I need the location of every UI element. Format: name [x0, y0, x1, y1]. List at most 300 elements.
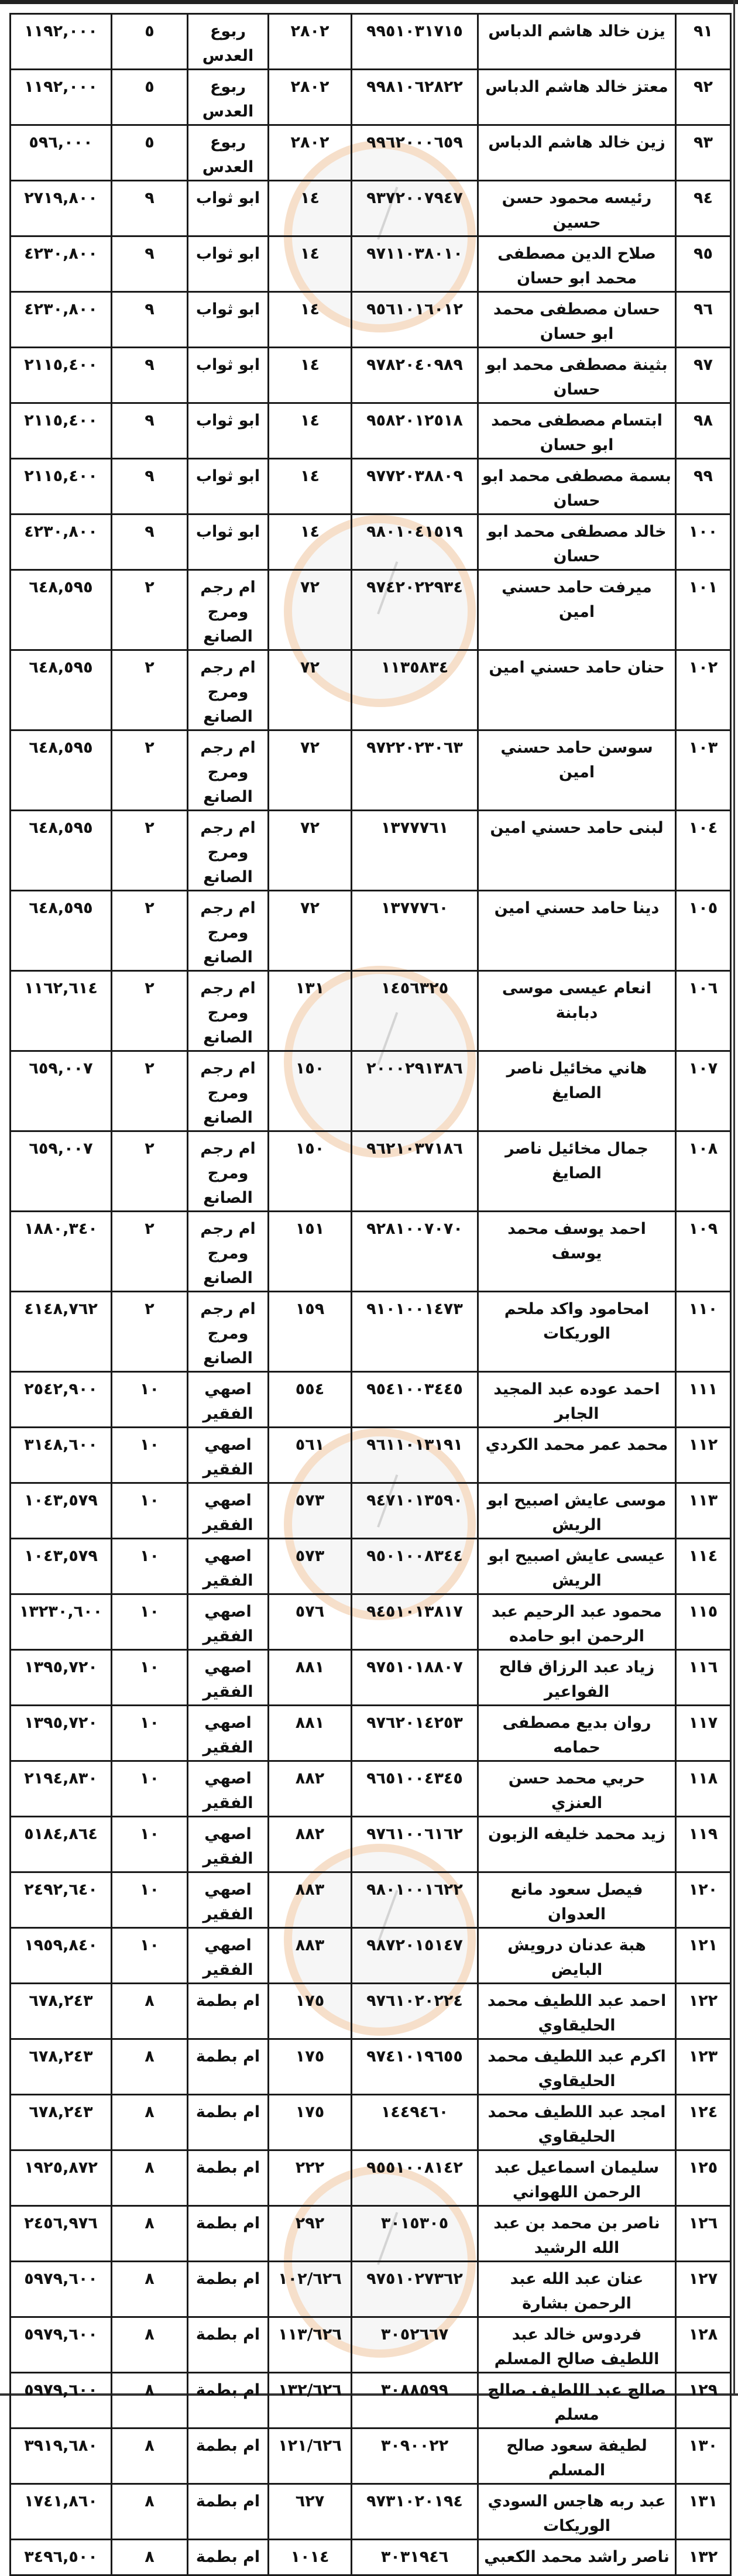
cell-plot: ١٥٩: [269, 1292, 352, 1372]
cell-area: اصهي الفقير: [188, 1650, 269, 1706]
cell-nid: ١٣٧٧٧٦٠: [352, 891, 478, 971]
cell-plot: ٧٢: [269, 570, 352, 650]
table-row: [11, 514, 731, 570]
cell-area: ام بطمة: [188, 2039, 269, 2095]
cell-area: ام بطمة: [188, 2095, 269, 2150]
cell-nid: ١١٣٥٨٣٤: [352, 650, 478, 730]
cell-amount: ١٨٨٠,٣٤٠: [11, 1212, 112, 1292]
cell-nid: ٢٠٠٠٢٩١٣٨٦: [352, 1051, 478, 1131]
cell-area: ام رجم ومرج الصانع: [188, 1292, 269, 1372]
cell-name: فيصل سعود مانع العدوان: [478, 1872, 676, 1928]
cell-plot: ٥٧٣: [269, 1483, 352, 1539]
cell-basin: ٨: [112, 2206, 188, 2262]
cell-basin: ١٠: [112, 1428, 188, 1483]
cell-amount: ١٣٢٣٠,٦٠٠: [11, 1594, 112, 1650]
cell-basin: ٨: [112, 2540, 188, 2575]
table-row: [11, 570, 731, 650]
cell-plot: ١٧٥: [269, 2039, 352, 2095]
cell-nid: ٩٩٥١٠٣١٧١٥: [352, 14, 478, 70]
table-row: [11, 403, 731, 459]
cell-num: ١٢٥: [676, 2150, 731, 2206]
table-row: [11, 1292, 731, 1372]
table-row: [11, 1483, 731, 1539]
cell-name: حربي محمد حسن العنزي: [478, 1761, 676, 1817]
cell-basin: ٢: [112, 971, 188, 1051]
cell-name: عيسى عايش اصبيح ابو الريش: [478, 1539, 676, 1594]
cell-amount: ٥١٨٤,٨٦٤: [11, 1817, 112, 1872]
cell-amount: ٦٤٨,٥٩٥: [11, 570, 112, 650]
table-row: [11, 2150, 731, 2206]
cell-basin: ٢: [112, 811, 188, 891]
cell-nid: ٩٤٧١٠١٣٥٩٠: [352, 1483, 478, 1539]
cell-basin: ١٠: [112, 1594, 188, 1650]
table-row: [11, 1706, 731, 1761]
cell-name: ناصر راشد محمد الكعبي: [478, 2540, 676, 2575]
cell-basin: ٨: [112, 2095, 188, 2150]
table-row: [11, 292, 731, 348]
table-row: [11, 1872, 731, 1928]
cell-amount: ٤٢٣٠,٨٠٠: [11, 236, 112, 292]
cell-amount: ٥٩٧٩,٦٠٠: [11, 2262, 112, 2317]
cell-area: اصهي الفقير: [188, 1539, 269, 1594]
cell-num: ١١٣: [676, 1483, 731, 1539]
cell-num: ٩٣: [676, 125, 731, 181]
cell-nid: ٩٧٤٢٠٢٢٩٣٤: [352, 570, 478, 650]
cell-num: ٩٢: [676, 70, 731, 125]
table-row: [11, 14, 731, 70]
cell-num: ١٣٢: [676, 2540, 731, 2575]
table-row: [11, 181, 731, 236]
table-row: [11, 125, 731, 181]
cell-amount: ١١٩٢,٠٠٠: [11, 14, 112, 70]
cell-nid: ٩٩٦٢٠٠٠٦٥٩: [352, 125, 478, 181]
cell-num: ١١٠: [676, 1292, 731, 1372]
cell-plot: ٧٢: [269, 650, 352, 730]
cell-plot: ٨٨٢: [269, 1761, 352, 1817]
cell-amount: ٢١١٥,٤٠٠: [11, 403, 112, 459]
cell-name: محمود عبد الرحيم عبد الرحمن ابو حامده: [478, 1594, 676, 1650]
cell-amount: ٢٤٥٦,٩٧٦: [11, 2206, 112, 2262]
cell-amount: ٦٤٨,٥٩٥: [11, 811, 112, 891]
cell-nid: ٩٧٤١٠١٩٦٥٥: [352, 2039, 478, 2095]
cell-num: ١٠٦: [676, 971, 731, 1051]
cell-amount: ١٩٢٥,٨٧٢: [11, 2150, 112, 2206]
cell-area: اصهي الفقير: [188, 1706, 269, 1761]
cell-plot: ٢٩٢: [269, 2206, 352, 2262]
cell-plot: ١٤: [269, 459, 352, 514]
cell-basin: ٨: [112, 2428, 188, 2484]
cell-name: موسى عايش اصبيح ابو الريش: [478, 1483, 676, 1539]
cell-amount: ٦٤٨,٥٩٥: [11, 891, 112, 971]
table-row: [11, 1650, 731, 1706]
cell-name: اكرم عبد اللطيف محمد الحليقاوي: [478, 2039, 676, 2095]
cell-name: فردوس خالد عبد اللطيف صالح المسلم: [478, 2317, 676, 2373]
cell-nid: ٩٧٦١٠٠٦١٦٢: [352, 1817, 478, 1872]
cell-nid: ٩٨٧٢٠١٥١٤٧: [352, 1928, 478, 1984]
cell-amount: ١٠٤٣,٥٧٩: [11, 1483, 112, 1539]
cell-plot: ٨٨٣: [269, 1872, 352, 1928]
cell-nid: ٩٣٧٢٠٠٧٩٤٧: [352, 181, 478, 236]
cell-area: ام بطمة: [188, 2262, 269, 2317]
cell-num: ٩٧: [676, 348, 731, 403]
cell-num: ١١٧: [676, 1706, 731, 1761]
cell-nid: ٩١٠١٠٠١٤٧٣: [352, 1292, 478, 1372]
cell-basin: ١٠: [112, 1761, 188, 1817]
cell-basin: ٩: [112, 181, 188, 236]
cell-basin: ١٠: [112, 1483, 188, 1539]
cell-name: امجد عبد اللطيف محمد الحليقاوي: [478, 2095, 676, 2150]
table-row: [11, 1984, 731, 2039]
cell-nid: ٩٨٠١٠٤١٥١٩: [352, 514, 478, 570]
cell-name: زيد محمد خليفه الزبون: [478, 1817, 676, 1872]
compensation-table: [9, 13, 732, 2576]
cell-area: ام بطمة: [188, 2540, 269, 2575]
cell-amount: ٢١٩٤,٨٣٠: [11, 1761, 112, 1817]
cell-plot: ٢٨٠٢: [269, 14, 352, 70]
cell-nid: ٩٧٨٢٠٤٠٩٨٩: [352, 348, 478, 403]
cell-nid: ٩٥٦١٠١٦٠١٢: [352, 292, 478, 348]
cell-nid: ٩٧٥١٠٢٧٣٦٢: [352, 2262, 478, 2317]
cell-num: ١١٤: [676, 1539, 731, 1594]
cell-num: ١٠٧: [676, 1051, 731, 1131]
cell-area: ابو ثواب: [188, 348, 269, 403]
cell-nid: ٩٦٥١٠٠٤٣٤٥: [352, 1761, 478, 1817]
cell-area: اصهي الفقير: [188, 1428, 269, 1483]
cell-num: ١٢٣: [676, 2039, 731, 2095]
cell-basin: ٩: [112, 236, 188, 292]
cell-name: بثينة مصطفى محمد ابو حسان: [478, 348, 676, 403]
cell-area: ام بطمة: [188, 2317, 269, 2373]
cell-name: عنان عبد الله عبد الرحمن بشارة: [478, 2262, 676, 2317]
cell-plot: ١٢١/٦٢٦: [269, 2428, 352, 2484]
cell-name: عبد ربه هاجس السودي الوريكات: [478, 2484, 676, 2540]
cell-plot: ٧٢: [269, 811, 352, 891]
cell-name: احمد عوده عبد المجيد الجابر: [478, 1372, 676, 1428]
cell-basin: ٥: [112, 125, 188, 181]
cell-num: ١١٨: [676, 1761, 731, 1817]
cell-basin: ١٠: [112, 1872, 188, 1928]
cell-num: ١٢٧: [676, 2262, 731, 2317]
cell-basin: ٢: [112, 891, 188, 971]
cell-nid: ٩٢٨١٠٠٧٠٧٠: [352, 1212, 478, 1292]
cell-amount: ١٣٩٥,٧٢٠: [11, 1650, 112, 1706]
cell-num: ١٠٣: [676, 730, 731, 811]
table-row: [11, 1212, 731, 1292]
cell-plot: ٥٥٤: [269, 1372, 352, 1428]
cell-basin: ٨: [112, 2484, 188, 2540]
cell-plot: ١٧٥: [269, 2095, 352, 2150]
table-row: [11, 2206, 731, 2262]
cell-area: اصهي الفقير: [188, 1761, 269, 1817]
cell-nid: ٩٤٥١٠١٣٨١٧: [352, 1594, 478, 1650]
cell-basin: ١٠: [112, 1928, 188, 1984]
cell-plot: ٧٢: [269, 730, 352, 811]
table-row: [11, 811, 731, 891]
table-row: [11, 2373, 731, 2428]
cell-area: ام بطمة: [188, 2484, 269, 2540]
table-row: [11, 971, 731, 1051]
cell-num: ١٢٨: [676, 2317, 731, 2373]
cell-area: اصهي الفقير: [188, 1872, 269, 1928]
cell-amount: ١٣٩٥,٧٢٠: [11, 1706, 112, 1761]
cell-nid: ٩٦٢١٠٣٧١٨٦: [352, 1131, 478, 1212]
cell-basin: ٨: [112, 2039, 188, 2095]
cell-area: ام رجم ومرج الصانع: [188, 1212, 269, 1292]
cell-area: ربوع العدس: [188, 14, 269, 70]
cell-nid: ٩٦١١٠١٣١٩١: [352, 1428, 478, 1483]
table-row: [11, 236, 731, 292]
cell-area: اصهي الفقير: [188, 1928, 269, 1984]
cell-plot: ١٤: [269, 348, 352, 403]
cell-amount: ٦٤٨,٥٩٥: [11, 730, 112, 811]
cell-name: حسان مصطفى محمد ابو حسان: [478, 292, 676, 348]
cell-num: ٩٩: [676, 459, 731, 514]
cell-num: ١١٩: [676, 1817, 731, 1872]
cell-nid: ٣٠٣١٩٤٦: [352, 2540, 478, 2575]
cell-amount: ٢٤٩٢,٦٤٠: [11, 1872, 112, 1928]
cell-basin: ٢: [112, 730, 188, 811]
cell-area: ام رجم ومرج الصانع: [188, 570, 269, 650]
cell-plot: ١٤: [269, 292, 352, 348]
cell-name: سليمان اسماعيل عبد الرحمن اللهواني: [478, 2150, 676, 2206]
cell-name: دينا حامد حسني امين: [478, 891, 676, 971]
cell-amount: ١٧٤١,٨٦٠: [11, 2484, 112, 2540]
cell-area: ام رجم ومرج الصانع: [188, 891, 269, 971]
cell-plot: ٨٨١: [269, 1706, 352, 1761]
cell-name: رئيسه محمود حسن حسين: [478, 181, 676, 236]
cell-area: ام بطمة: [188, 2150, 269, 2206]
cell-basin: ٨: [112, 1984, 188, 2039]
table-row: [11, 891, 731, 971]
cell-name: زياد عبد الرزاق فالح الفواعير: [478, 1650, 676, 1706]
cell-basin: ٩: [112, 292, 188, 348]
cell-basin: ١٠: [112, 1817, 188, 1872]
cell-basin: ٨: [112, 2262, 188, 2317]
table-row: [11, 459, 731, 514]
cell-name: محمد عمر محمد الكردي: [478, 1428, 676, 1483]
cell-plot: ١٣٢/٦٢٦: [269, 2373, 352, 2428]
cell-name: يزن خالد هاشم الدباس: [478, 14, 676, 70]
cell-name: هاني مخائيل ناصر الصايغ: [478, 1051, 676, 1131]
cell-name: لطيفة سعود صالح المسلم: [478, 2428, 676, 2484]
cell-num: ١٣١: [676, 2484, 731, 2540]
cell-name: زين خالد هاشم الدباس: [478, 125, 676, 181]
cell-plot: ٢٨٠٢: [269, 70, 352, 125]
cell-amount: ٢١١٥,٤٠٠: [11, 459, 112, 514]
cell-nid: ٩٧١١٠٣٨٠١٠: [352, 236, 478, 292]
cell-area: ام رجم ومرج الصانع: [188, 650, 269, 730]
cell-name: امحامود واكد ملحم الوريكات: [478, 1292, 676, 1372]
cell-area: ابو ثواب: [188, 236, 269, 292]
cell-name: صلاح الدين مصطفى محمد ابو حسان: [478, 236, 676, 292]
cell-amount: ٦٧٨,٢٤٣: [11, 1984, 112, 2039]
cell-num: ١٠٠: [676, 514, 731, 570]
cell-area: ابو ثواب: [188, 459, 269, 514]
cell-area: ابو ثواب: [188, 403, 269, 459]
cell-name: ناصر بن محمد بن عبد الله الرشيد: [478, 2206, 676, 2262]
cell-amount: ١٩٥٩,٨٤٠: [11, 1928, 112, 1984]
cell-plot: ١٥٠: [269, 1051, 352, 1131]
cell-area: ابو ثواب: [188, 292, 269, 348]
table-row: [11, 1594, 731, 1650]
cell-amount: ٤١٤٨,٧٦٢: [11, 1292, 112, 1372]
cell-plot: ٨٨١: [269, 1650, 352, 1706]
cell-basin: ٩: [112, 459, 188, 514]
table-row: [11, 1428, 731, 1483]
cell-name: انعام عيسى موسى دبابنة: [478, 971, 676, 1051]
cell-amount: ٦٥٩,٠٠٧: [11, 1131, 112, 1212]
cell-name: هبة عدنان درويش البايض: [478, 1928, 676, 1984]
cell-num: ١٠٩: [676, 1212, 731, 1292]
cell-nid: ٣٠٥٢٦٦٧: [352, 2317, 478, 2373]
cell-nid: ٩٨٠١٠٠١٦٢٢: [352, 1872, 478, 1928]
table-row: [11, 348, 731, 403]
cell-nid: ٩٥٤١٠٠٣٤٤٥: [352, 1372, 478, 1428]
table-row: [11, 730, 731, 811]
table-row: [11, 70, 731, 125]
cell-nid: ٩٥٨٢٠١٢٥١٨: [352, 403, 478, 459]
cell-num: ٩٥: [676, 236, 731, 292]
cell-plot: ١٤: [269, 514, 352, 570]
cell-num: ٩٨: [676, 403, 731, 459]
cell-num: ١٢٠: [676, 1872, 731, 1928]
cell-plot: ٥٧٦: [269, 1594, 352, 1650]
cell-plot: ٦٢٧: [269, 2484, 352, 2540]
cell-area: اصهي الفقير: [188, 1594, 269, 1650]
cell-area: ام رجم ومرج الصانع: [188, 1051, 269, 1131]
cell-basin: ١٠: [112, 1650, 188, 1706]
cell-num: ١٢١: [676, 1928, 731, 1984]
cell-plot: ١٤: [269, 403, 352, 459]
cell-amount: ٣١٤٨,٦٠٠: [11, 1428, 112, 1483]
cell-area: اصهي الفقير: [188, 1372, 269, 1428]
cell-basin: ٨: [112, 2317, 188, 2373]
cell-plot: ١١٣/٦٢٦: [269, 2317, 352, 2373]
cell-plot: ١٥٠: [269, 1131, 352, 1212]
cell-basin: ٢: [112, 650, 188, 730]
cell-num: ٩٤: [676, 181, 731, 236]
cell-amount: ٦٥٩,٠٠٧: [11, 1051, 112, 1131]
cell-area: ربوع العدس: [188, 125, 269, 181]
cell-num: ١١٦: [676, 1650, 731, 1706]
table-body: [11, 14, 731, 2575]
cell-amount: ٥٩٧٩,٦٠٠: [11, 2317, 112, 2373]
cell-name: سوسن حامد حسني امين: [478, 730, 676, 811]
cell-num: ١٠٢: [676, 650, 731, 730]
cell-plot: ١٠٢/٦٢٦: [269, 2262, 352, 2317]
cell-plot: ٧٢: [269, 891, 352, 971]
cell-area: ام بطمة: [188, 2373, 269, 2428]
cell-basin: ١٠: [112, 1539, 188, 1594]
cell-name: احمد يوسف محمد يوسف: [478, 1212, 676, 1292]
table-row: [11, 2262, 731, 2317]
cell-name: احمد عبد اللطيف محمد الحليقاوي: [478, 1984, 676, 2039]
cell-num: ٩١: [676, 14, 731, 70]
cell-name: بسمة مصطفى محمد ابو حسان: [478, 459, 676, 514]
cell-area: ام رجم ومرج الصانع: [188, 811, 269, 891]
cell-plot: ١٤: [269, 236, 352, 292]
table-row: [11, 650, 731, 730]
cell-name: حنان حامد حسني امين: [478, 650, 676, 730]
table-row: [11, 2095, 731, 2150]
cell-name: جمال مخائيل ناصر الصايغ: [478, 1131, 676, 1212]
cell-amount: ٣٤٩٦,٥٠٠: [11, 2540, 112, 2575]
cell-area: ابو ثواب: [188, 514, 269, 570]
cell-num: ١٢٩: [676, 2373, 731, 2428]
cell-nid: ٣٠٨٨٥٩٩: [352, 2373, 478, 2428]
cell-area: ام بطمة: [188, 1984, 269, 2039]
cell-basin: ٢: [112, 570, 188, 650]
table-row: [11, 1131, 731, 1212]
cell-num: ١٠١: [676, 570, 731, 650]
cell-nid: ٣٠١٥٣٠٥: [352, 2206, 478, 2262]
cell-plot: ١٥١: [269, 1212, 352, 1292]
cell-basin: ١٠: [112, 1706, 188, 1761]
cell-basin: ٨: [112, 2373, 188, 2428]
cell-plot: ١٣١: [269, 971, 352, 1051]
cell-basin: ٩: [112, 348, 188, 403]
cell-plot: ٥٦١: [269, 1428, 352, 1483]
cell-plot: ١٧٥: [269, 1984, 352, 2039]
cell-area: اصهي الفقير: [188, 1483, 269, 1539]
cell-num: ١٢٦: [676, 2206, 731, 2262]
table-row: [11, 1761, 731, 1817]
table-row: [11, 2317, 731, 2373]
cell-nid: ٩٥٠١٠٠٨٣٤٤: [352, 1539, 478, 1594]
cell-name: معتز خالد هاشم الدباس: [478, 70, 676, 125]
cell-name: صالح عبد اللطيف صالح مسلم: [478, 2373, 676, 2428]
table-row: [11, 2484, 731, 2540]
cell-basin: ٥: [112, 70, 188, 125]
cell-area: ام بطمة: [188, 2206, 269, 2262]
cell-num: ١٢٢: [676, 1984, 731, 2039]
cell-basin: ٩: [112, 514, 188, 570]
cell-nid: ٩٧٦١٠٢٠٢٢٤: [352, 1984, 478, 2039]
table-row: [11, 1051, 731, 1131]
cell-basin: ٢: [112, 1051, 188, 1131]
cell-num: ٩٦: [676, 292, 731, 348]
cell-amount: ٢٧١٩,٨٠٠: [11, 181, 112, 236]
cell-plot: ٢٢٢: [269, 2150, 352, 2206]
table-row: [11, 2039, 731, 2095]
table-row: [11, 1817, 731, 1872]
cell-name: لبنى حامد حسني امين: [478, 811, 676, 891]
cell-num: ١١١: [676, 1372, 731, 1428]
cell-num: ١٠٨: [676, 1131, 731, 1212]
cell-area: ربوع العدس: [188, 70, 269, 125]
cell-nid: ٩٧٥١٠١٨٨٠٧: [352, 1650, 478, 1706]
cell-nid: ١٣٧٧٧٦١: [352, 811, 478, 891]
table-row: [11, 2428, 731, 2484]
cell-nid: ١٤٥٦٣٢٥: [352, 971, 478, 1051]
cell-amount: ٤٢٣٠,٨٠٠: [11, 514, 112, 570]
cell-amount: ١١٩٢,٠٠٠: [11, 70, 112, 125]
cell-nid: ٩٩٨١٠٦٢٨٢٢: [352, 70, 478, 125]
cell-area: اصهي الفقير: [188, 1817, 269, 1872]
cell-basin: ٢: [112, 1212, 188, 1292]
table-row: [11, 1539, 731, 1594]
cell-num: ١٢٤: [676, 2095, 731, 2150]
cell-num: ١٠٤: [676, 811, 731, 891]
cell-amount: ٢١١٥,٤٠٠: [11, 348, 112, 403]
top-border: [0, 0, 738, 4]
cell-num: ١٠٥: [676, 891, 731, 971]
cell-basin: ١٠: [112, 1372, 188, 1428]
cell-amount: ٦٧٨,٢٤٣: [11, 2095, 112, 2150]
cell-amount: ١٠٤٣,٥٧٩: [11, 1539, 112, 1594]
cell-basin: ٢: [112, 1292, 188, 1372]
cell-name: خالد مصطفى محمد ابو حسان: [478, 514, 676, 570]
